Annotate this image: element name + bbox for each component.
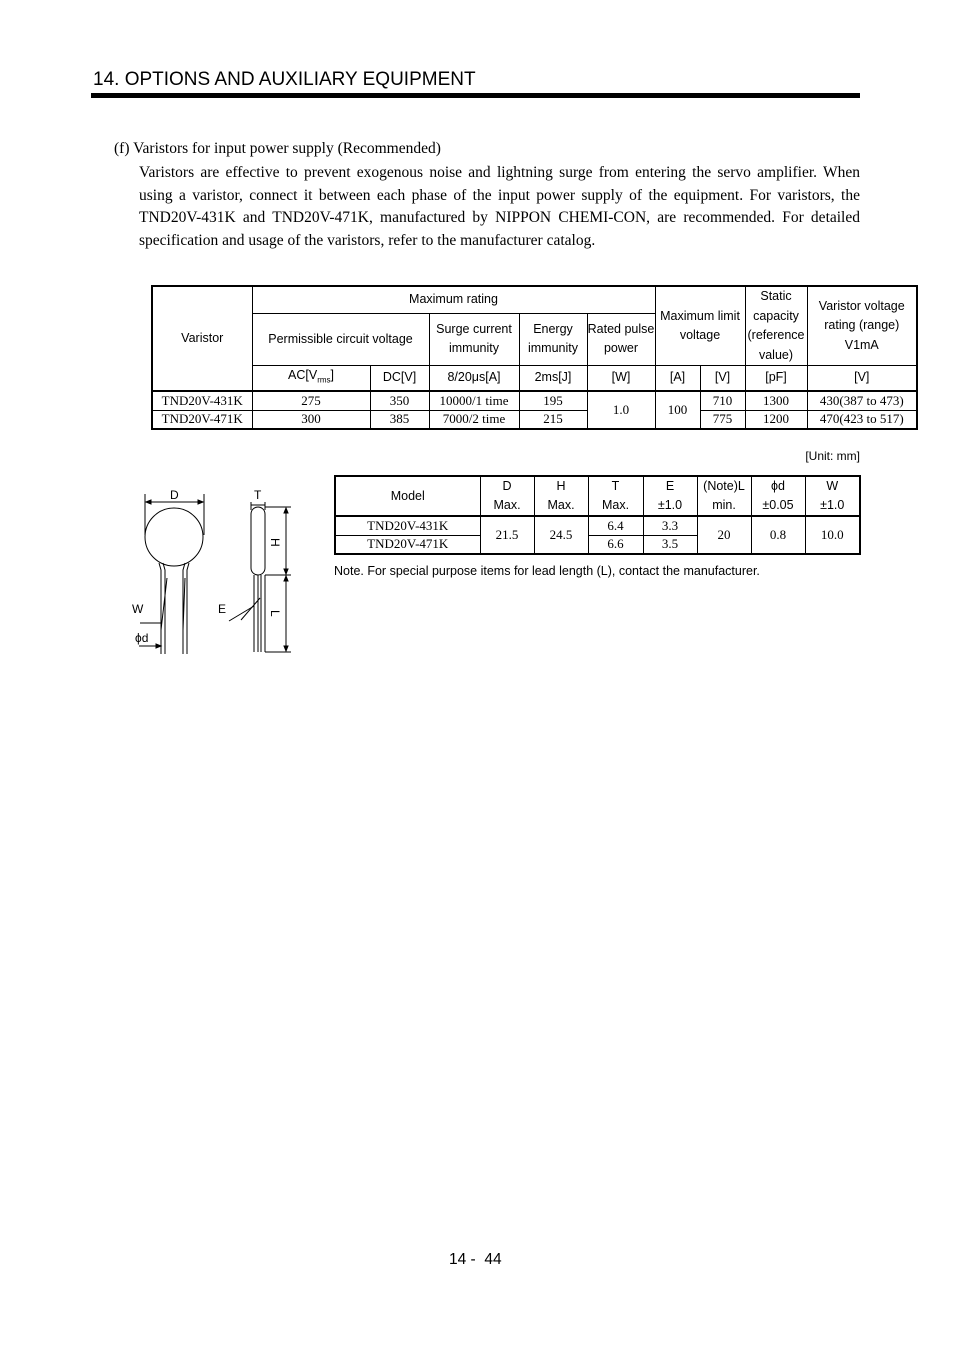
e-cell: 3.5 [643, 535, 697, 554]
table-row [335, 516, 860, 535]
model-cell: TND20V-431K [335, 516, 480, 535]
header-h-label: H [556, 479, 566, 493]
unit-limit-v: [V] [700, 366, 745, 392]
header-t [588, 476, 643, 516]
phi-d-cell: 0.8 [751, 516, 805, 554]
header-l-label: (Note)L [703, 479, 745, 493]
header-w [805, 476, 860, 516]
page-header: 14. OPTIONS AND AUXILIARY EQUIPMENT [93, 69, 476, 90]
unit-ac-sub: rms [317, 375, 331, 385]
header-phi-d [751, 476, 805, 516]
ac-cell: 300 [252, 410, 370, 429]
header-phi-label: ϕd [771, 479, 785, 493]
dc-cell: 350 [370, 391, 429, 410]
page-number: 14 - 44 [449, 1251, 502, 1268]
section-heading: (f) Varistors for input power supply (Recommended) [114, 140, 441, 157]
dim-label-phi-d: ϕd [135, 631, 149, 645]
header-h-tolerance: Max. [547, 498, 575, 512]
model-cell: TND20V-471K [335, 535, 480, 554]
dim-label-d: D [170, 488, 179, 502]
dim-label-l: L [268, 610, 282, 617]
header-permissible-voltage: Permissible circuit voltage [252, 313, 429, 365]
header-varistor: Varistor [152, 286, 252, 391]
energy-cell: 195 [519, 391, 587, 410]
header-l [697, 476, 751, 516]
unit-note: [Unit: mm] [805, 449, 860, 463]
dc-cell: 385 [370, 410, 429, 429]
header-surge-current: Surge current immunity [429, 313, 519, 365]
header-model: Model [335, 476, 480, 516]
dim-label-w: W [132, 602, 144, 616]
varistor-voltage-cell: 470(423 to 517) [807, 410, 917, 429]
header-t-tolerance: Max. [601, 498, 630, 512]
unit-surge: 8/20μs[A] [429, 366, 519, 392]
header-rule [91, 93, 860, 98]
header-w-label: W [826, 479, 839, 493]
h-cell: 24.5 [534, 516, 588, 554]
varistor-voltage-cell: 430(387 to 473) [807, 391, 917, 410]
header-phi-tolerance: ±0.05 [762, 498, 794, 512]
limit-v-cell: 775 [700, 410, 745, 429]
header-maximum-rating: Maximum rating [252, 286, 655, 313]
surge-cell: 10000/1 time [429, 391, 519, 410]
header-energy-immunity: Energy immunity [519, 313, 587, 365]
section-body: Varistors are effective to prevent exogenous noise and lightning surge from entering the servo amplifier. When using a varistor, connect it between each phase of the input power supply of the equipment. For varistors, the TND20V-431K and TND20V-471K, manufactured by NIPPON CHEMI-CON, are recommended. For detailed specification and usage of the varistors, refer to the manufacturer catalog. [139, 164, 860, 249]
energy-cell: 215 [519, 410, 587, 429]
t-cell: 6.4 [588, 516, 643, 535]
unit-varistor: [V] [807, 366, 917, 392]
static-cell: 1300 [745, 391, 807, 410]
unit-static: [pF] [745, 366, 807, 392]
unit-energy: 2ms[J] [519, 366, 587, 392]
t-cell: 6.6 [588, 535, 643, 554]
header-d [480, 476, 534, 516]
table-row [152, 410, 917, 429]
table-row [152, 391, 917, 410]
d-cell: 21.5 [480, 516, 534, 554]
limit-v-cell: 710 [700, 391, 745, 410]
unit-ac-prefix: AC[V [288, 368, 318, 382]
dim-label-t: T [254, 488, 262, 502]
limit-a-cell: 100 [655, 391, 700, 429]
varistor-spec-table [151, 285, 918, 430]
header-rated-pulse-power: Rated pulse power [587, 313, 655, 365]
dim-label-e: E [218, 602, 227, 616]
header-w-tolerance: ±1.0 [820, 498, 845, 512]
dim-label-h: H [268, 538, 282, 547]
header-d-tolerance: Max. [493, 498, 521, 512]
model-cell: TND20V-431K [152, 391, 252, 410]
header-d-label: D [502, 479, 512, 493]
dimension-table [334, 475, 861, 555]
unit-ac-suffix: ] [330, 368, 334, 382]
header-e-tolerance: ±1.0 [657, 498, 683, 512]
header-maximum-limit-voltage: Maximum limit voltage [655, 286, 745, 366]
header-h [534, 476, 588, 516]
lead-length-note: Note. For special purpose items for lead length (L), contact the manufacturer. [334, 564, 760, 578]
static-cell: 1200 [745, 410, 807, 429]
e-cell: 3.3 [643, 516, 697, 535]
header-e-label: E [665, 479, 675, 493]
w-cell: 10.0 [805, 516, 860, 554]
unit-rated: [W] [587, 366, 655, 392]
model-cell: TND20V-471K [152, 410, 252, 429]
header-varistor-voltage: Varistor voltage rating (range) V1mA [807, 286, 917, 366]
ac-cell: 275 [252, 391, 370, 410]
header-e [643, 476, 697, 516]
varistor-disc-front [145, 508, 203, 566]
unit-limit-a: [A] [655, 366, 700, 392]
unit-dc: DC[V] [370, 366, 429, 392]
rated-pulse-cell: 1.0 [587, 391, 655, 429]
header-l-tolerance: min. [712, 498, 736, 512]
header-t-label: T [611, 479, 620, 493]
varistor-body-side [251, 507, 265, 575]
l-cell: 20 [697, 516, 751, 554]
varistor-dimension-diagram [125, 480, 305, 660]
surge-cell: 7000/2 time [429, 410, 519, 429]
header-static-capacity: Static capacity (reference value) [745, 286, 807, 366]
unit-ac [252, 366, 370, 392]
